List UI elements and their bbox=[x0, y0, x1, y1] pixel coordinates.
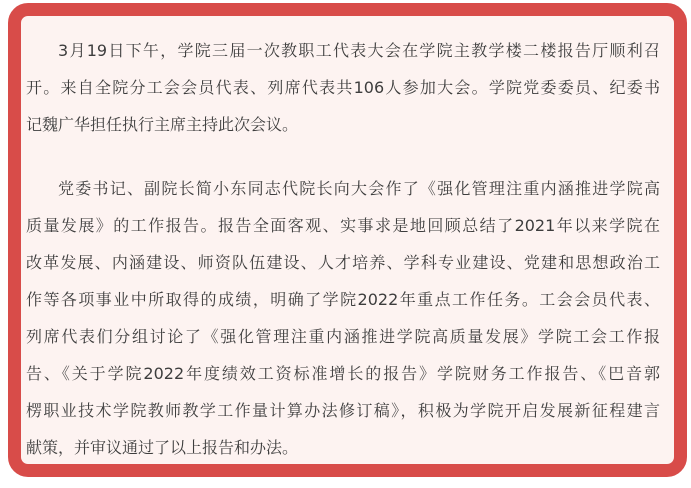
text-line: 作等各项事业中所取得的成绩，明确了学院2022年重点工作任务。工会会员代表、 bbox=[26, 290, 660, 309]
text-line: 列席代表们分组讨论了《强化管理注重内涵推进学院高质量发展》学院工会工作报 bbox=[26, 327, 660, 346]
text-line: 3月19日下午，学院三届一次教职工代表大会在学院主教学楼二楼报告厅顺利召 bbox=[58, 41, 660, 60]
text-line: 献策，并审议通过了以上报告和办法。 bbox=[26, 438, 299, 457]
paragraph bbox=[26, 32, 660, 143]
article-body bbox=[21, 16, 674, 466]
text-line: 改革发展、内涵建设、师资队伍建设、人才培养、学科专业建设、党建和思想政治工 bbox=[26, 253, 660, 272]
text-line: 党委书记、副院长简小东同志代院长向大会作了《强化管理注重内涵推进学院高 bbox=[58, 179, 660, 198]
text-line: 质量发展》的工作报告。报告全面客观、实事求是地回顾总结了2021年以来学院在 bbox=[26, 216, 660, 235]
article-card bbox=[8, 3, 687, 477]
text-line: 开。来自全院分工会会员代表、列席代表共106人参加大会。学院党委委员、纪委书 bbox=[26, 78, 660, 97]
text-line: 记魏广华担任执行主席主持此次会议。 bbox=[26, 115, 299, 134]
text-line: 告、《关于学院2022年度绩效工资标准增长的报告》学院财务工作报告、《巴音郭 bbox=[26, 364, 660, 383]
paragraph bbox=[26, 170, 660, 466]
text-line: 楞职业技术学院教师教学工作量计算办法修订稿》，积极为学院开启发展新征程建言 bbox=[26, 401, 660, 420]
